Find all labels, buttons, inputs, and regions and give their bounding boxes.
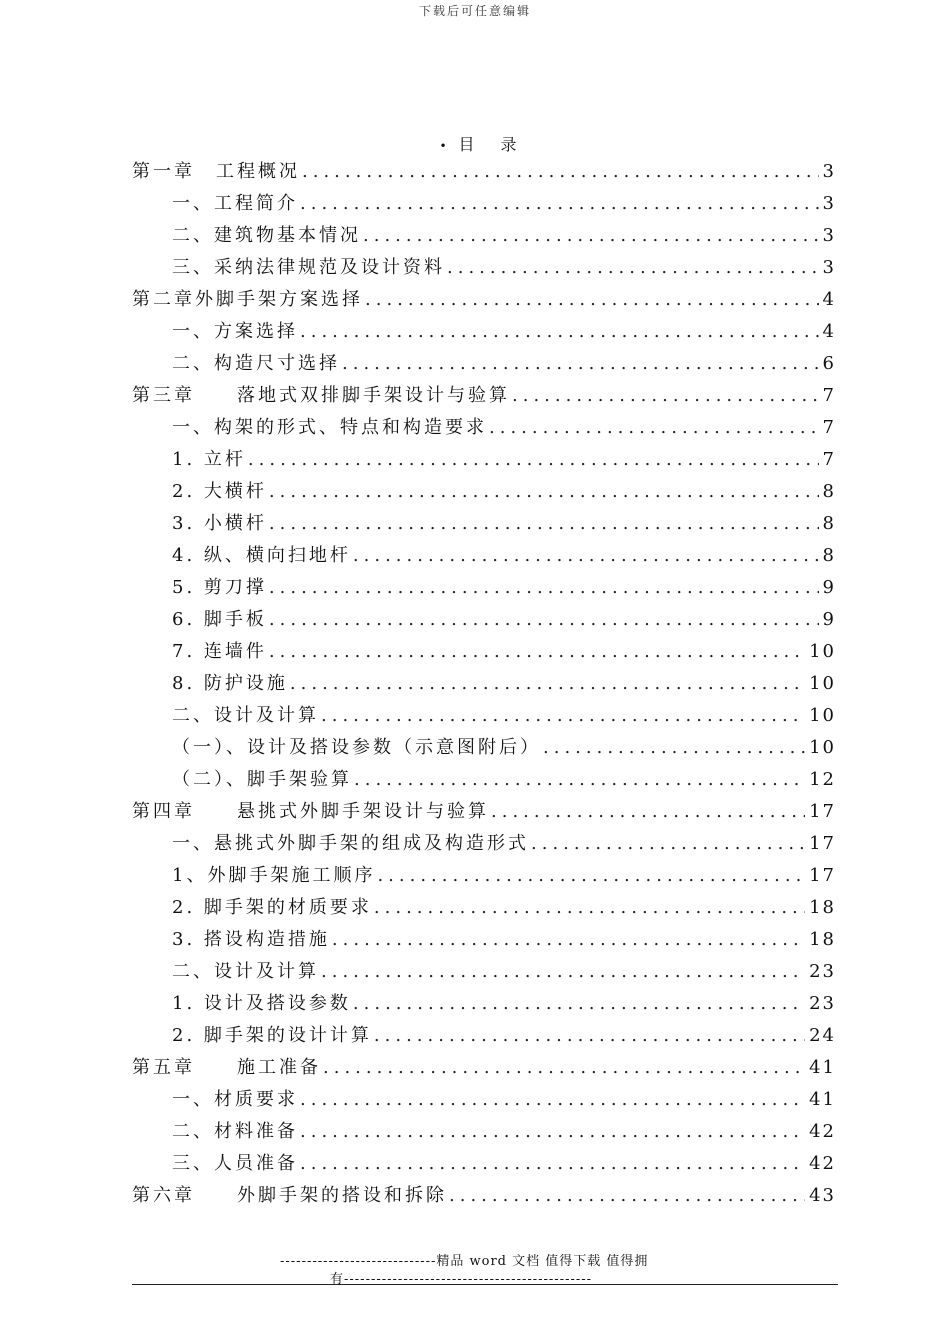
- toc-entry[interactable]: [132, 796, 836, 828]
- toc-entry-page: 4: [822, 289, 836, 310]
- toc-entry-label: 1、外脚手架施工顺序: [172, 865, 376, 886]
- toc-dot-leader: [491, 796, 805, 828]
- toc-entry-page: 17: [809, 865, 836, 886]
- toc-entry-page: 3: [822, 257, 836, 278]
- toc-entry[interactable]: [132, 540, 836, 572]
- toc-entry-page: 41: [809, 1057, 836, 1078]
- toc-entry-page: 3: [822, 193, 836, 214]
- toc-dot-leader: [365, 284, 819, 316]
- toc-entry-page: 23: [809, 993, 836, 1014]
- footer-text-line2: 有----------------------------------------------: [330, 1272, 593, 1287]
- toc-dot-leader: [300, 1148, 805, 1180]
- toc-entry[interactable]: [132, 380, 836, 412]
- toc-dot-leader: [323, 1052, 805, 1084]
- page-header: 下载后可任意编辑: [418, 4, 531, 18]
- toc-entry[interactable]: [132, 284, 836, 316]
- toc-entry-page: 9: [822, 577, 836, 598]
- toc-entry-page: 17: [809, 801, 836, 822]
- toc-dot-leader: [300, 1116, 805, 1148]
- toc-entry-label: 第四章 悬挑式外脚手架设计与验算: [132, 801, 489, 822]
- toc-entry-page: 3: [822, 225, 836, 246]
- toc-dot-leader: [447, 252, 819, 284]
- toc-dot-leader: [321, 700, 805, 732]
- toc-entry-label: 3. 搭设构造措施: [172, 929, 330, 950]
- toc-entry-label: 一、构架的形式、特点和构造要求: [172, 417, 487, 438]
- toc-entry-page: 10: [809, 673, 836, 694]
- toc-dot-leader: [354, 764, 805, 796]
- toc-entry-label: 二、设计及计算: [172, 961, 319, 982]
- toc-entry-page: 3: [822, 161, 836, 182]
- toc-entry[interactable]: [132, 604, 836, 636]
- toc-entry-page: 12: [809, 769, 836, 790]
- toc-dot-leader: [449, 1180, 805, 1212]
- toc-entry[interactable]: [132, 668, 836, 700]
- toc-entry-label: 2. 脚手架的材质要求: [172, 897, 372, 918]
- toc-entry[interactable]: [132, 348, 836, 380]
- toc-entry[interactable]: [132, 1020, 836, 1052]
- toc-dot-leader: [269, 604, 819, 636]
- toc-entry-label: 第五章 施工准备: [132, 1057, 321, 1078]
- toc-entry-page: 8: [822, 481, 836, 502]
- toc-entry-label: 8. 防护设施: [172, 673, 288, 694]
- toc-entry[interactable]: [132, 252, 836, 284]
- toc-entry[interactable]: [132, 1052, 836, 1084]
- toc-entry-label: 三、人员准备: [172, 1153, 298, 1174]
- toc-entry-label: 三、采纳法律规范及设计资料: [172, 257, 445, 278]
- toc-entry-label: 一、工程简介: [172, 193, 298, 214]
- toc-dot-leader: [342, 348, 819, 380]
- toc-entry-page: 18: [809, 929, 836, 950]
- toc-entry[interactable]: [132, 476, 836, 508]
- toc-dot-leader: [300, 188, 819, 220]
- toc-entry-page: 8: [822, 513, 836, 534]
- toc-dot-leader: [300, 1084, 805, 1116]
- toc-entry-label: 3. 小横杆: [172, 513, 267, 534]
- toc-entry[interactable]: [132, 1148, 836, 1180]
- toc-dot-leader: [374, 1020, 805, 1052]
- toc-entry[interactable]: [132, 924, 836, 956]
- toc-entry-label: 2. 脚手架的设计计算: [172, 1025, 372, 1046]
- toc-entry-label: 5. 剪刀撑: [172, 577, 267, 598]
- toc-entry-label: 6. 脚手板: [172, 609, 267, 630]
- bullet-icon: •: [439, 138, 451, 153]
- toc-entry[interactable]: [132, 828, 836, 860]
- toc-entry[interactable]: [132, 1084, 836, 1116]
- toc-dot-leader: [353, 988, 805, 1020]
- toc-entry[interactable]: [132, 636, 836, 668]
- toc-entry-page: 7: [822, 385, 836, 406]
- toc-entry-label: （二）、脚手架验算: [172, 769, 352, 790]
- toc-dot-leader: [269, 476, 819, 508]
- toc-entry-label: 二、材料准备: [172, 1121, 298, 1142]
- toc-entry[interactable]: [132, 444, 836, 476]
- toc-entry-label: （一）、设计及搭设参数（示意图附后）: [172, 737, 541, 758]
- toc-dot-leader: [332, 924, 805, 956]
- toc-entry-page: 10: [809, 641, 836, 662]
- toc-entry[interactable]: [132, 572, 836, 604]
- toc-entry-page: 9: [822, 609, 836, 630]
- toc-entry[interactable]: [132, 1180, 836, 1212]
- toc-entry-label: 二、建筑物基本情况: [172, 225, 361, 246]
- toc-dot-leader: [290, 668, 805, 700]
- toc-entry-page: 42: [809, 1121, 836, 1142]
- toc-entry-page: 43: [809, 1185, 836, 1206]
- toc-entry-page: 17: [809, 833, 836, 854]
- toc-entry[interactable]: [132, 764, 836, 796]
- toc-entry-page: 7: [822, 449, 836, 470]
- toc-entry-page: 8: [822, 545, 836, 566]
- toc-entry-page: 41: [809, 1089, 836, 1110]
- toc-entry[interactable]: [132, 508, 836, 540]
- toc-entry-page: 24: [809, 1025, 836, 1046]
- toc-entry[interactable]: [132, 700, 836, 732]
- toc-entry-label: 一、方案选择: [172, 321, 298, 342]
- toc-entry[interactable]: [132, 988, 836, 1020]
- toc-title-part2: 录: [500, 135, 521, 154]
- toc-entry-label: 一、材质要求: [172, 1089, 298, 1110]
- toc-dot-leader: [269, 636, 805, 668]
- toc-entry[interactable]: [132, 860, 836, 892]
- toc-dot-leader: [300, 316, 819, 348]
- toc-entry[interactable]: [132, 220, 836, 252]
- toc-dot-leader: [363, 220, 819, 252]
- toc-entry-page: 10: [809, 737, 836, 758]
- toc-dot-leader: [374, 892, 805, 924]
- toc-entry-page: 6: [822, 353, 836, 374]
- toc-entry[interactable]: [132, 1116, 836, 1148]
- toc-entry-label: 第三章 落地式双排脚手架设计与验算: [132, 385, 510, 406]
- toc-entry-label: 2. 大横杆: [172, 481, 267, 502]
- table-of-contents: [132, 156, 836, 1212]
- toc-entry[interactable]: [132, 188, 836, 220]
- toc-entry-label: 第一章 工程概况: [132, 161, 300, 182]
- toc-entry[interactable]: [132, 316, 836, 348]
- toc-entry-label: 一、悬挑式外脚手架的组成及构造形式: [172, 833, 529, 854]
- toc-entry[interactable]: [132, 412, 836, 444]
- toc-title: [0, 132, 950, 155]
- toc-entry-label: 7. 连墙件: [172, 641, 267, 662]
- toc-entry-page: 42: [809, 1153, 836, 1174]
- toc-entry-label: 4. 纵、横向扫地杆: [172, 545, 351, 566]
- toc-dot-leader: [302, 156, 819, 188]
- toc-entry-label: 1. 立杆: [172, 449, 246, 470]
- toc-entry-label: 二、构造尺寸选择: [172, 353, 340, 374]
- toc-entry-label: 二、设计及计算: [172, 705, 319, 726]
- toc-entry[interactable]: [132, 156, 836, 188]
- toc-dot-leader: [321, 956, 805, 988]
- toc-entry-page: 4: [822, 321, 836, 342]
- toc-entry[interactable]: [132, 956, 836, 988]
- toc-dot-leader: [377, 860, 805, 892]
- toc-dot-leader: [269, 508, 819, 540]
- toc-dot-leader: [353, 540, 819, 572]
- toc-title-part1: 目: [458, 135, 479, 154]
- toc-dot-leader: [531, 828, 805, 860]
- toc-entry-page: 18: [809, 897, 836, 918]
- toc-entry-label: 1. 设计及搭设参数: [172, 993, 351, 1014]
- toc-dot-leader: [248, 444, 819, 476]
- toc-entry-page: 7: [822, 417, 836, 438]
- toc-dot-leader: [543, 732, 805, 764]
- toc-dot-leader: [512, 380, 819, 412]
- toc-entry[interactable]: [132, 892, 836, 924]
- toc-entry-label: 第二章外脚手架方案选择: [132, 289, 363, 310]
- toc-entry-label: 第六章 外脚手架的搭设和拆除: [132, 1185, 447, 1206]
- toc-entry-page: 23: [809, 961, 836, 982]
- toc-entry[interactable]: [132, 732, 836, 764]
- toc-dot-leader: [269, 572, 819, 604]
- toc-dot-leader: [489, 412, 819, 444]
- footer-rule: [132, 1284, 838, 1285]
- toc-entry-page: 10: [809, 705, 836, 726]
- footer-text-line1: -----------------------------精品 word 文档 值得下载 值得拥: [280, 1254, 649, 1269]
